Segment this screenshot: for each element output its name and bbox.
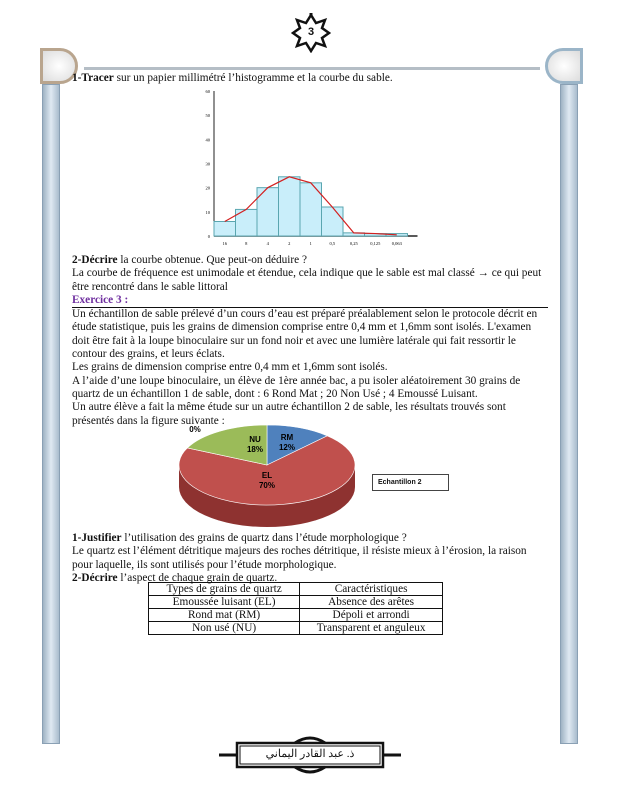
x-tick-label: 0,5: [329, 241, 336, 246]
frame-left-pillar: [42, 84, 60, 744]
histogram-bar: [279, 177, 301, 236]
pie-percent: 0%: [189, 425, 201, 434]
exercise-title: Exercice 3 :: [72, 294, 548, 308]
question-1: 1-Tracer sur un papier millimétré l’histogramme et la courbe du sable.: [72, 72, 393, 84]
y-tick-label: 40: [205, 137, 210, 143]
x-tick-label: 2: [288, 241, 291, 246]
table-row: Non usé (NU) Transparent et anguleux: [149, 622, 443, 635]
pie-chart: [175, 420, 365, 530]
paragraph: A l’aide d’une loupe binoculaire, un élève de 1ère année bac, a pu isoler aléatoirement 30 grains de quartz de un échantillon 1 de sable, dont : 6 Rond Mat ; 20 Non Usé ; 4 Emoussé Luisant.: [72, 374, 521, 400]
y-tick-label: 60: [205, 89, 210, 94]
histogram-chart: [198, 84, 423, 249]
y-tick-label: 10: [205, 209, 210, 215]
signature-cartouche: [215, 733, 405, 777]
x-tick-label: 8: [245, 241, 248, 246]
y-tick-label: 30: [205, 161, 210, 167]
frame-top-bar: [84, 67, 540, 70]
author-signature: ذ. عبد القادر اليماني: [265, 748, 355, 760]
pie-percent: 12%: [278, 443, 296, 452]
question-2: 2-Décrire la courbe obtenue. Que peut-on déduire ? La courbe de fréquence est unimodale et étendue, cela indique que le sable est mal classé → ce qui peut être rencontré dans le sable littoral Exercice 3 : Un échantillon de sable prélevé d’un cours d’eau est préparé préalablement selon le protocole décrit en étude statistique, puis les grains de dimension comprise entre 0,4 mm et 1,6mm sont isolés. L'examen doit être fait à la loupe binoculaire sur un fond noir et avec une lumière latérale qui fait ressortir le contour des grains, et leurs éclats. Les grains de dimension comprise entre 0,4 mm et 1,6mm sont isolés. A l’aide d’une loupe binoculaire, un élève de 1ère année bac, a pu isoler aléatoirement 30 grains de quartz de un échantillon 1 de sable, dont : 6 Rond Mat ; 20 Non Usé ; 4 Emoussé Luisant. Un autre élève a fait la même étude sur un autre échantillon 2 de sable, les résultats trouvés sont présentés dans la figure suivante :: [72, 254, 548, 428]
x-tick-label: 4: [266, 241, 269, 246]
frame-right-pillar: [560, 84, 578, 744]
table-row: Rond mat (RM) Dépoli et arrondi: [149, 609, 443, 622]
histogram-bar: [214, 222, 236, 237]
table-header: Types de grains de quartz Caractéristiques: [149, 583, 443, 596]
table-row: Emoussée luisant (EL) Absence des arêtes: [149, 596, 443, 609]
x-tick-label: 0,125: [370, 241, 381, 246]
x-tick-label: 0,063: [391, 241, 402, 246]
pie-percent: 70%: [258, 481, 276, 490]
quartz-table: [148, 582, 443, 635]
paragraph: Les grains de dimension comprise entre 0,4 mm et 1,6mm sont isolés.: [72, 361, 388, 374]
x-tick-label: 0,25: [349, 241, 358, 246]
paragraph: Un échantillon de sable prélevé d’un cours d’eau est préparé préalablement selon le protocole décrit en étude statistique, puis les grains de dimension comprise entre 0,4 mm et 1,6mm sont isolés. L'examen doit être fait à la loupe binoculaire sur un fond noir et avec une lumière latérale qui fait ressortir le contour des grains, et leurs éclats.: [72, 308, 538, 361]
y-tick-label: 20: [205, 185, 210, 191]
pie-label: EL: [261, 471, 273, 480]
y-tick-label: 0: [207, 234, 210, 239]
x-tick-label: 16: [222, 241, 227, 246]
y-tick-label: 50: [205, 113, 210, 119]
pie-label: NU: [249, 435, 261, 444]
page-number: 3: [307, 26, 315, 38]
frame-corner-right: [545, 48, 583, 84]
answer-3: Le quartz est l’élément détritique majeurs des roches détritique, il résiste mieux à l’érosion, la raison pour laquelle, ils sont utilisés pour l’étude morphologique.: [72, 545, 527, 571]
x-tick-label: 1: [309, 241, 312, 246]
pie-label: RM: [280, 433, 294, 442]
pie-legend: Echantillon 2: [372, 474, 449, 491]
histogram-bar: [322, 207, 344, 236]
answer-2: La courbe de fréquence est unimodale et étendue, cela indique que le sable est mal classé → ce qui peut être rencontré dans le sable littoral: [72, 267, 542, 293]
page-number-badge: [291, 13, 331, 53]
pie-percent: 18%: [246, 445, 264, 454]
question-3: 1-Justifier l’utilisation des grains de quartz dans l’étude morphologique ? Le quartz est l’élément détritique majeurs des roches détritique, il résiste mieux à l’érosion, la raison pour laquelle, ils sont utilisés pour l’étude morphologique. 2-Décrire l’aspect de chaque grain de quartz.: [72, 532, 548, 585]
paragraph: Un autre élève a fait la même étude sur un autre échantillon 2 de sable, les résultats trouvés sont présentés dans la figure suivante :: [72, 401, 506, 427]
